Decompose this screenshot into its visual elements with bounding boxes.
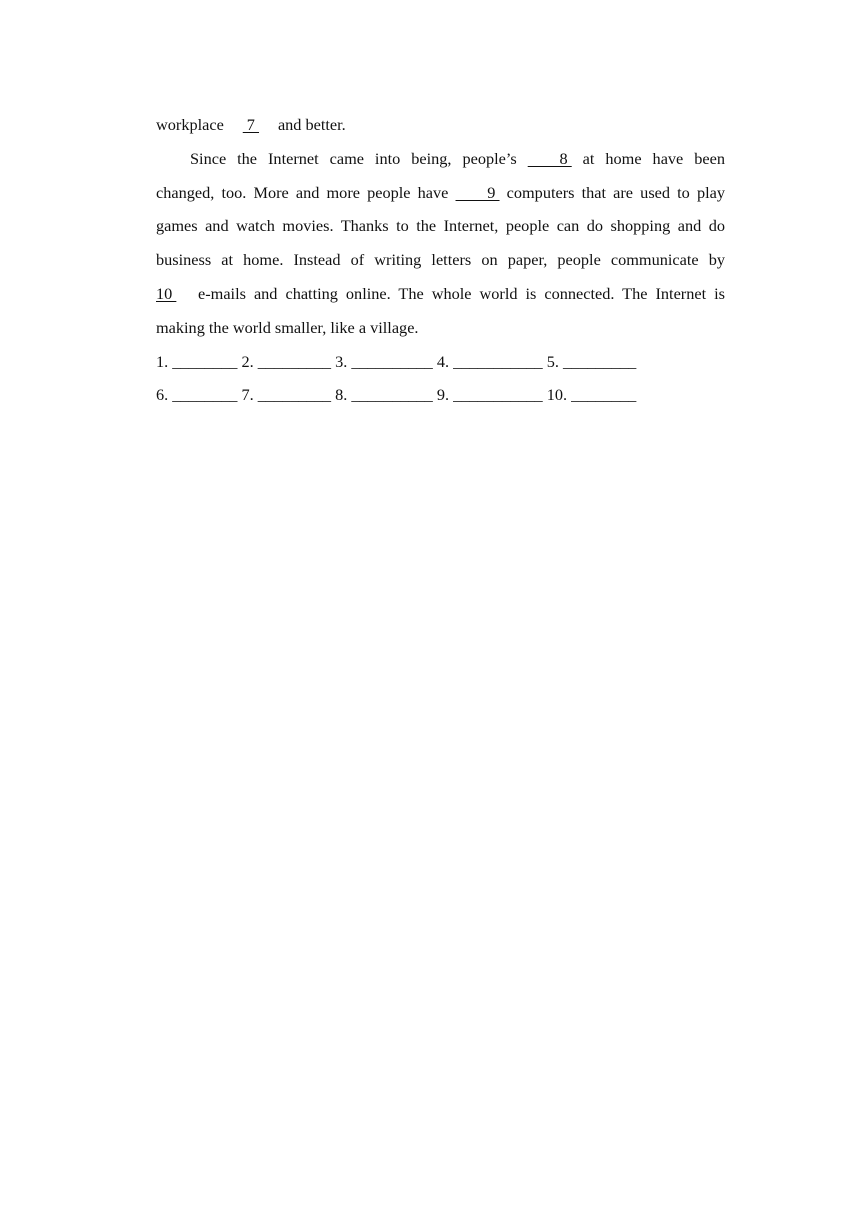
line2-before: Since the Internet came into being, people’s [190,148,528,168]
blank-8: 8 [527,148,572,168]
passage-line-6 [156,277,725,311]
line1-before: workplace [156,115,228,134]
line3-after: computers that are used to play [499,182,725,202]
line3-before: changed, too. More and more people have [156,182,456,202]
answer-blanks [156,345,725,413]
blank-9: 9 [455,182,500,202]
passage-line-4: games and watch movies. Thanks to the Internet, people can do shopping and do [156,216,725,236]
line6-after: e-mails and chatting online. The whole world is connected. The Internet is [190,283,725,303]
passage-line-5: business at home. Instead of writing letters on paper, people communicate by [156,250,725,270]
passage-line-3 [156,176,725,210]
line1-after: and better. [273,115,346,134]
passage-line-1 [156,108,725,142]
answer-row-1: 1. ________ 2. _________ 3. __________ 4. ___________ 5. _________ [156,351,637,371]
passage-text [156,108,725,412]
line2-after: at home have been [571,148,725,168]
blank-7: 7 [242,115,260,134]
answer-row-2: 6. ________ 7. _________ 8. __________ 9. ___________ 10. ________ [156,385,637,405]
blank-10: 10 [156,283,177,303]
passage-line-7: making the world smaller, like a village. [156,317,419,337]
passage-line-2 [156,142,725,176]
